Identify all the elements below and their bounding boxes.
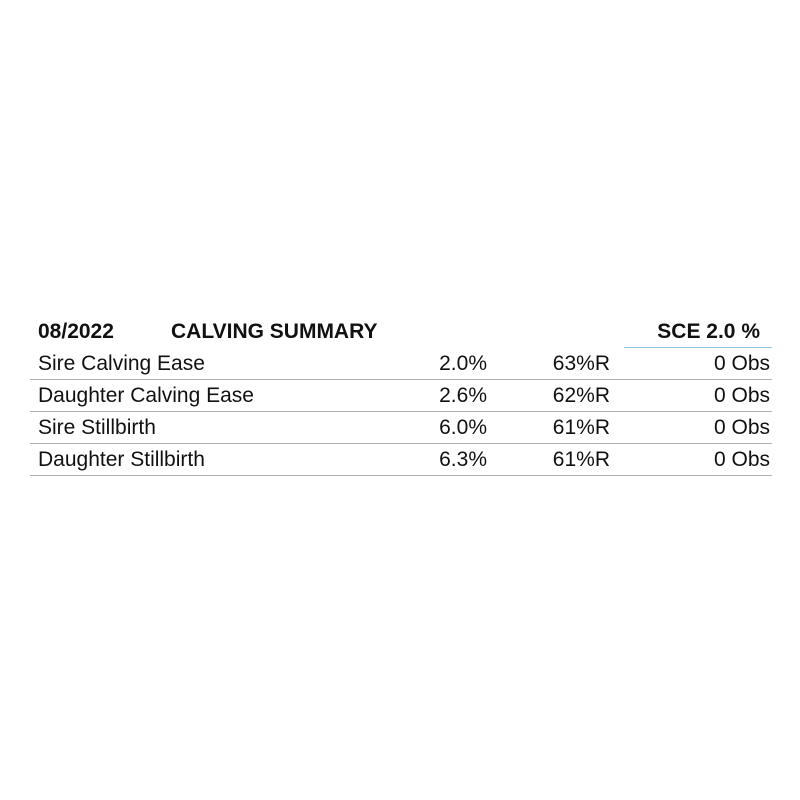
trait-observations: 0 Obs [713,352,770,375]
summary-title: CALVING SUMMARY [171,320,378,343]
summary-header [30,316,772,348]
sce-value: SCE 2.0 % [657,320,760,343]
trait-value: 2.6% [439,384,487,407]
trait-name: Daughter Calving Ease [38,384,254,407]
trait-reliability: 61%R [552,416,610,439]
trait-value: 6.0% [439,416,487,439]
trait-reliability: 61%R [552,448,610,471]
trait-observations: 0 Obs [713,448,770,471]
table-row [30,348,772,380]
calving-summary [30,316,772,476]
trait-observations: 0 Obs [713,416,770,439]
trait-name: Sire Calving Ease [38,352,205,375]
trait-observations: 0 Obs [713,384,770,407]
trait-name: Daughter Stillbirth [38,448,205,471]
trait-reliability: 63%R [552,352,610,375]
table-row [30,444,772,476]
trait-reliability: 62%R [552,384,610,407]
table-row [30,380,772,412]
trait-value: 2.0% [439,352,487,375]
table-row [30,412,772,444]
trait-name: Sire Stillbirth [38,416,156,439]
trait-value: 6.3% [439,448,487,471]
summary-date: 08/2022 [38,320,114,343]
